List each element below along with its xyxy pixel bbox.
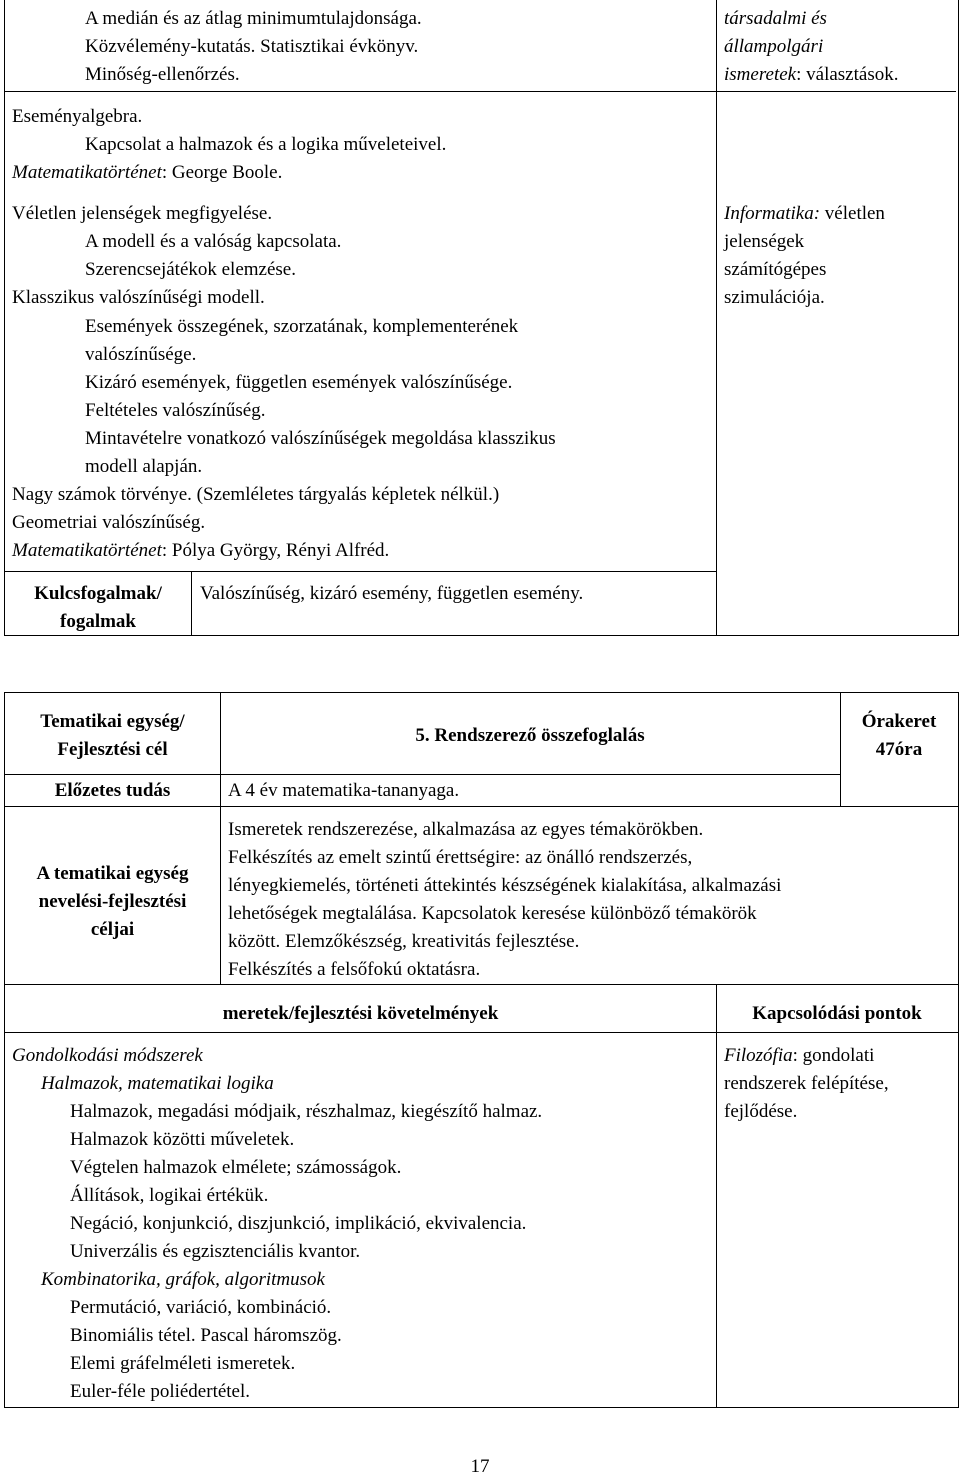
content-line: Mintavételre vonatkozó valószínűségek megoldása klasszikus <box>85 428 556 449</box>
goals-line: Felkészítés az emelt szintű érettségire: az önálló rendszerzés, <box>228 847 693 868</box>
requirement-line: Univerzális és egzisztenciális kvantor. <box>70 1241 361 1262</box>
column-divider <box>716 984 717 1407</box>
link-line: társadalmi és <box>724 8 827 29</box>
requirement-line: Állítások, logikai értékük. <box>70 1185 269 1206</box>
row-divider <box>5 984 958 985</box>
prior-knowledge-label: Előzetes tudás <box>54 780 171 801</box>
requirements-header: meretek/fejlesztési követelmények <box>222 1003 499 1024</box>
content-line: Kizáró események, független események valószínűsége. <box>85 372 513 393</box>
thematic-unit-label: Fejlesztési cél <box>57 739 168 760</box>
content-line: A medián és az átlag minimumtulajdonsága. <box>85 8 422 29</box>
content-line: Geometriai valószínűség. <box>12 512 206 533</box>
thematic-unit-label: Tematikai egység/ <box>40 711 185 732</box>
page-number: 17 <box>470 1456 490 1477</box>
row-divider <box>5 1032 958 1033</box>
key-concepts-column-divider <box>191 571 192 635</box>
content-line: Eseményalgebra. <box>12 106 143 127</box>
requirement-line: Halmazok közötti műveletek. <box>70 1129 295 1150</box>
goals-line: lehetőségek megtalálása. Kapcsolatok keresése különböző témakörök <box>228 903 757 924</box>
goals-line: Felkészítés a felsőfokú oktatásra. <box>228 959 481 980</box>
requirement-line: Kombinatorika, gráfok, algoritmusok <box>41 1269 325 1290</box>
row-divider <box>5 806 958 807</box>
content-line: Minőség-ellenőrzés. <box>85 64 240 85</box>
row-divider-right <box>5 91 956 92</box>
content-line: Véletlen jelenségek megfigyelése. <box>12 203 273 224</box>
prior-knowledge-value: A 4 év matematika-tananyaga. <box>228 780 460 801</box>
requirement-line: Gondolkodási módszerek <box>12 1045 203 1066</box>
content-line: Közvélemény-kutatás. Statisztikai évkönyv. <box>85 36 419 57</box>
requirement-line: Negáció, konjunkció, diszjunkció, implikáció, ekvivalencia. <box>70 1213 527 1234</box>
philosophy-link: rendszerek felépítése, <box>724 1073 889 1094</box>
content-line: Nagy számok törvénye. (Szemléletes tárgyalás képletek nélkül.) <box>12 484 500 505</box>
key-concepts-label: fogalmak <box>60 611 136 632</box>
column-divider <box>716 0 717 636</box>
content-line: Események összegének, szorzatának, komplementerének <box>85 316 519 337</box>
goals-label: A tematikai egység <box>36 863 189 884</box>
key-concepts-divider <box>5 571 716 572</box>
content-line: Matematikatörténet: Pólya György, Rényi Alfréd. <box>12 540 390 561</box>
link-line: ismeretek: választások. <box>724 64 899 85</box>
curriculum-table-continued <box>4 0 959 636</box>
informatics-link: szimulációja. <box>724 287 825 308</box>
goals-line: között. Elemzőkészség, kreativitás fejlesztése. <box>228 931 580 952</box>
key-concepts-label: Kulcsfogalmak/ <box>34 583 162 604</box>
requirement-line: Elemi gráfelméleti ismeretek. <box>70 1353 296 1374</box>
requirement-line: Halmazok, matematikai logika <box>41 1073 274 1094</box>
content-line: valószínűsége. <box>85 344 197 365</box>
requirement-line: Végtelen halmazok elmélete; számosságok. <box>70 1157 402 1178</box>
goals-line: lényegkiemelés, történeti áttekintés készségének kialakítása, alkalmazási <box>228 875 782 896</box>
content-line: Matematikatörténet: George Boole. <box>12 162 283 183</box>
requirement-line: Halmazok, megadási módjaik, részhalmaz, kiegészítő halmaz. <box>70 1101 543 1122</box>
philosophy-link: Filozófia: gondolati <box>724 1045 875 1066</box>
content-line: Szerencsejátékok elemzése. <box>85 259 296 280</box>
requirement-line: Permutáció, variáció, kombináció. <box>70 1297 332 1318</box>
goals-label: céljai <box>90 919 135 940</box>
content-line: Klasszikus valószínűségi modell. <box>12 287 265 308</box>
requirement-line: Binomiális tétel. Pascal háromszög. <box>70 1325 342 1346</box>
informatics-link: számítógépes <box>724 259 827 280</box>
philosophy-link: fejlődése. <box>724 1101 798 1122</box>
key-concepts-value: Valószínűség, kizáró esemény, független esemény. <box>200 583 584 604</box>
goals-label: nevelési-fejlesztési <box>38 891 187 912</box>
thematic-unit-table <box>4 692 959 1408</box>
informatics-link: Informatika: véletlen <box>724 203 885 224</box>
unit-title: 5. Rendszerező összefoglalás <box>415 725 645 746</box>
content-line: A modell és a valóság kapcsolata. <box>85 231 342 252</box>
goals-line: Ismeretek rendszerezése, alkalmazása az egyes témakörökben. <box>228 819 704 840</box>
hours-value: 47óra <box>875 739 923 760</box>
links-header: Kapcsolódási pontok <box>752 1003 922 1024</box>
hours-label: Órakeret <box>861 711 937 732</box>
requirement-line: Euler-féle poliédertétel. <box>70 1381 251 1402</box>
content-line: Kapcsolat a halmazok és a logika műveleteivel. <box>85 134 447 155</box>
content-line: Feltételes valószínűség. <box>85 400 266 421</box>
row-divider <box>5 774 840 775</box>
informatics-link: jelenségek <box>724 231 805 252</box>
content-line: modell alapján. <box>85 456 203 477</box>
link-line: állampolgári <box>724 36 824 57</box>
